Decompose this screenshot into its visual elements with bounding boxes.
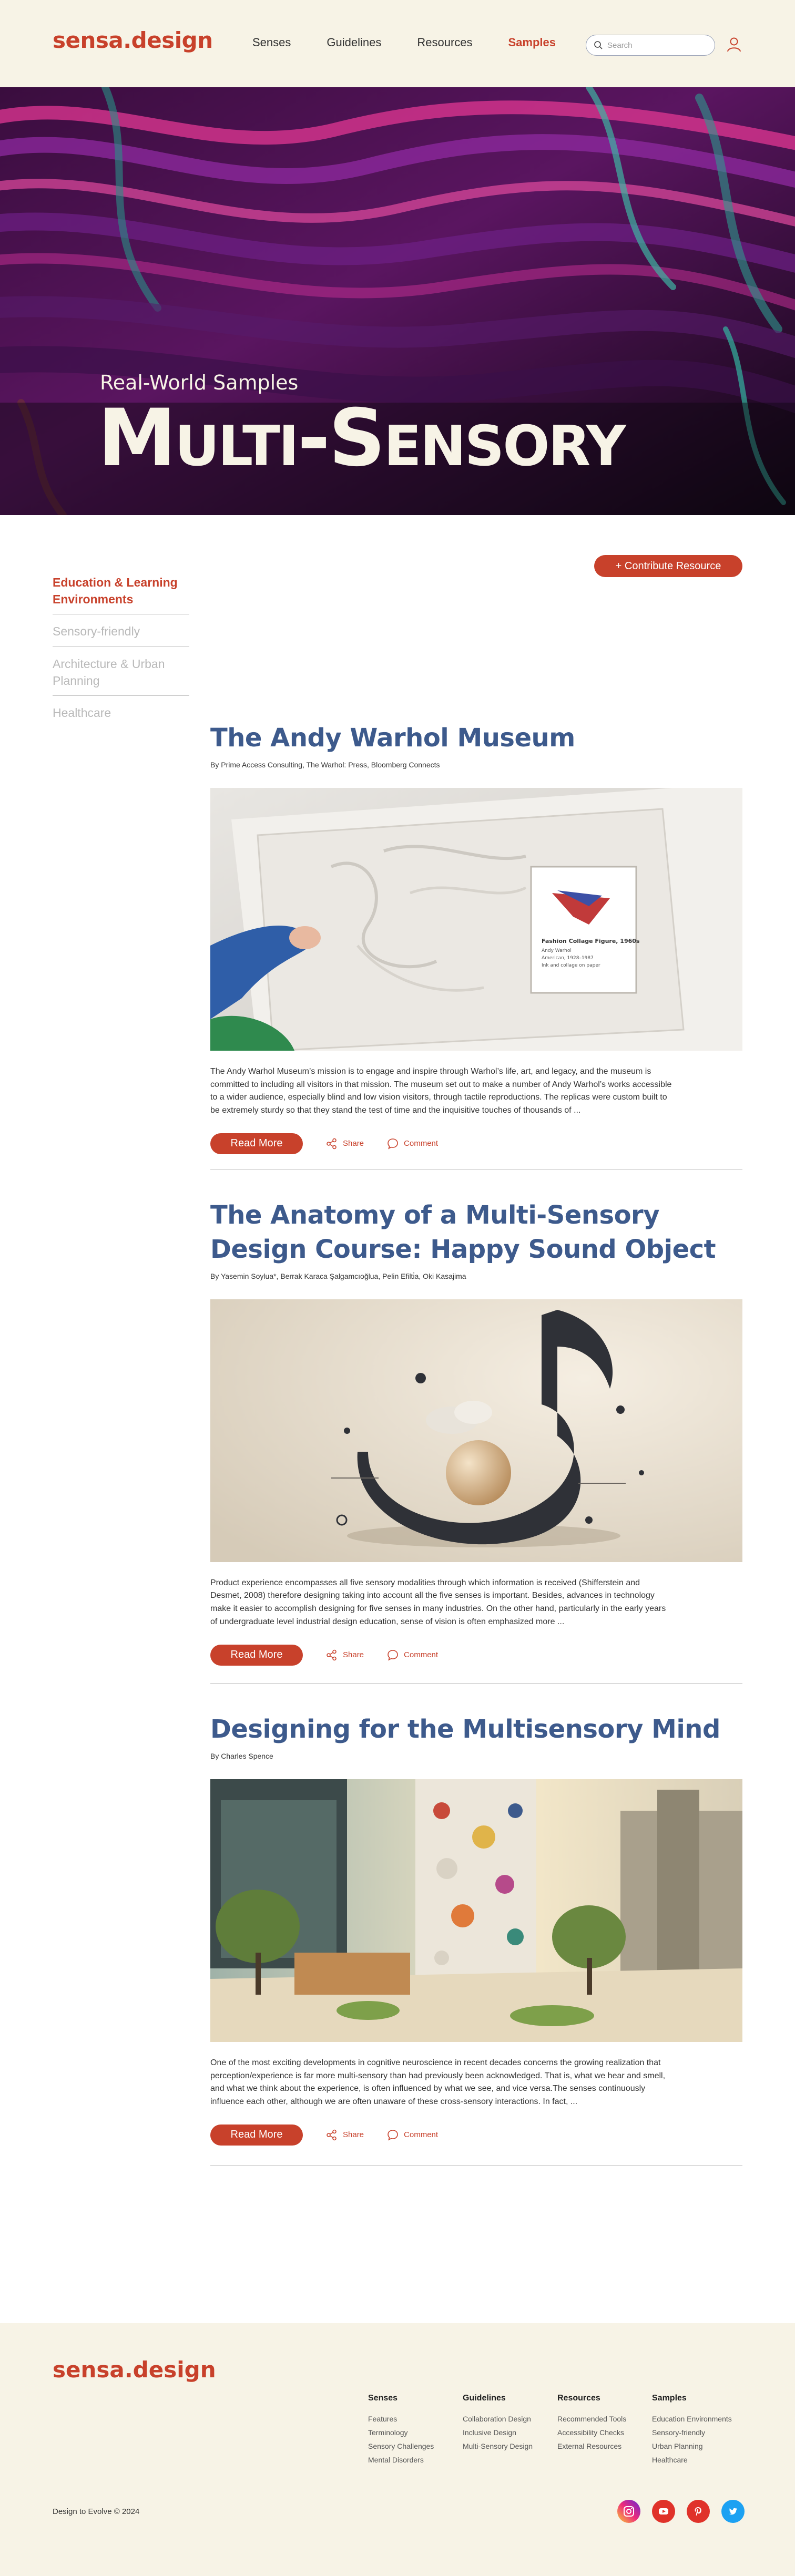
share-button[interactable] (326, 2129, 364, 2141)
nav-samples[interactable]: Samples (508, 36, 556, 49)
article-actions (210, 1645, 742, 1666)
comment-button[interactable] (387, 1138, 438, 1150)
footer-column-title: Senses (368, 2394, 398, 2403)
footer-link[interactable]: Terminology (368, 2428, 408, 2437)
footer-link[interactable]: Sensory Challenges (368, 2442, 434, 2450)
share-button[interactable] (326, 1138, 364, 1150)
comment-button[interactable] (387, 2129, 438, 2141)
comment-label: Comment (404, 1650, 439, 1660)
user-icon[interactable] (727, 37, 741, 53)
article-card (210, 1712, 742, 2146)
footer-link[interactable]: Inclusive Design (463, 2428, 516, 2437)
youtube-icon[interactable] (652, 2500, 675, 2523)
hero-title: Multi-Sensory (98, 393, 625, 484)
footer-link[interactable]: External Resources (557, 2442, 622, 2450)
search-box (586, 35, 715, 56)
read-more-button[interactable]: Read More (210, 1645, 303, 1666)
footer-link[interactable]: Recommended Tools (557, 2415, 627, 2423)
nav-guidelines[interactable]: Guidelines (327, 36, 382, 49)
footer-column-title: Resources (557, 2394, 600, 2403)
search-icon (594, 40, 603, 50)
sidebar-item-healthcare[interactable]: Healthcare (53, 705, 111, 720)
label-card-line: American, 1928–1987 (542, 955, 594, 961)
article-actions (210, 1133, 742, 1154)
article-card (210, 721, 742, 1154)
article-byline: By Charles Spence (210, 1751, 273, 1760)
share-icon (326, 1138, 338, 1150)
social-links (617, 2500, 756, 2523)
footer-link[interactable]: Education Environments (652, 2415, 732, 2423)
article-image[interactable] (210, 788, 742, 1051)
comment-icon (387, 2129, 399, 2141)
footer-logo[interactable]: sensa.design (53, 2357, 216, 2383)
article-title[interactable]: The Anatomy of a Multi-Sensory Design Course: Happy Sound Object (210, 1200, 716, 1264)
hero-subtitle: Real-World Samples (100, 371, 299, 394)
share-label: Share (343, 1139, 364, 1148)
hero-banner (0, 87, 795, 515)
label-card-line: Ink and collage on paper (542, 962, 600, 968)
share-label: Share (343, 2130, 364, 2140)
footer-link[interactable]: Sensory-friendly (652, 2428, 706, 2437)
site-header (0, 0, 795, 87)
search-input[interactable] (607, 41, 707, 50)
sidebar-item-education[interactable]: Education & Learning Environments (53, 574, 189, 614)
twitter-icon[interactable] (721, 2500, 745, 2523)
footer-link[interactable]: Accessibility Checks (557, 2428, 624, 2437)
label-card-heading: Fashion Collage Figure, 1960s (542, 937, 640, 945)
share-button[interactable] (326, 1649, 364, 1661)
contribute-resource-button[interactable]: + Contribute Resource (594, 555, 742, 577)
footer-link[interactable]: Features (368, 2415, 398, 2423)
footer-link[interactable]: Collaboration Design (463, 2415, 531, 2423)
article-byline: By Yasemin Soylua*, Berrak Karaca Şalgamcıoğlua, Pelin Efilti̇a, Oki Kasajima (210, 1271, 466, 1280)
nav-resources[interactable]: Resources (417, 36, 473, 49)
article-byline: By Prime Access Consulting, The Warhol: Press, Bloomberg Connects (210, 760, 440, 769)
comment-icon (387, 1138, 399, 1150)
comment-icon (387, 1649, 399, 1661)
sidebar-item-sensory-friendly[interactable]: Sensory-friendly (53, 623, 189, 646)
footer-column-title: Guidelines (463, 2394, 506, 2403)
footer-column-guidelines (463, 2394, 552, 2456)
instagram-icon[interactable] (617, 2500, 640, 2523)
article-excerpt: One of the most exciting developments in cognitive neuroscience in recent decades concerns the growing realization that perception/experience is far more multi-sensory than had previously been acknowledged. That is, what we hear and smell, and what we think about the experience, is often influenced by what we see, and vice versa.The senses continuously influence each other, although we are often unaware of these cross-sensory interactions. In fact, ... (210, 2058, 666, 2107)
article-card (210, 1198, 742, 1666)
footer-link[interactable]: Multi-Sensory Design (463, 2442, 533, 2450)
nav-senses[interactable]: Senses (252, 36, 291, 49)
category-sidebar (53, 574, 189, 736)
copyright-text: Design to Evolve © 2024 (53, 2507, 140, 2516)
article-image[interactable] (210, 1779, 742, 2042)
article-excerpt: The Andy Warhol Museum’s mission is to engage and inspire through Warhol’s life, art, and legacy, and the museum is committed to including all visitors in that mission. The museum set out to make a number of Andy Warhol’s works accessible to a wider audience, especially blind and low vision visitors, through tactile reproductions. The replicas were custom built to be extremely sturdy so that they stand the test of time and the inquisitive touches of thousands of ... (210, 1066, 672, 1115)
sound-object-illustration (210, 1299, 742, 1562)
sidebar-item-architecture[interactable]: Architecture & Urban Planning (53, 655, 189, 696)
footer-link[interactable]: Urban Planning (652, 2442, 703, 2450)
footer-link[interactable]: Healthcare (652, 2456, 688, 2464)
article-image[interactable] (210, 1299, 742, 1562)
article-actions (210, 2125, 742, 2146)
share-label: Share (343, 1650, 364, 1660)
comment-label: Comment (404, 2130, 439, 2140)
footer-link[interactable]: Mental Disorders (368, 2456, 424, 2464)
share-icon (326, 1649, 338, 1661)
label-card-line: Andy Warhol (542, 948, 572, 953)
footer-column-senses (368, 2394, 457, 2469)
share-icon (326, 2129, 338, 2141)
footer-column-samples (652, 2394, 741, 2469)
footer-column-title: Samples (652, 2394, 687, 2403)
article-title[interactable]: The Andy Warhol Museum (210, 723, 575, 753)
footer-column-resources (557, 2394, 647, 2456)
tactile-artwork-illustration (210, 788, 742, 1051)
comment-label: Comment (404, 1139, 439, 1148)
site-footer (0, 2323, 795, 2576)
article-divider (210, 1683, 742, 1684)
site-logo[interactable]: sensa.design (53, 27, 213, 53)
pinterest-icon[interactable] (687, 2500, 710, 2523)
article-excerpt: Product experience encompasses all five sensory modalities through which information is received (Shifferstein and Desmet, 2008) therefore designing taking into account all the five senses is important. Besides, advances in technology make it easier to accomplish designing for five senses in many industries. On the other hand, particularly in the early years of undergraduate level industrial design education, sense of vision is often emphasized more ... (210, 1578, 666, 1626)
urban-plaza-illustration (210, 1779, 742, 2042)
main-nav (252, 36, 592, 49)
read-more-button[interactable]: Read More (210, 2125, 303, 2146)
comment-button[interactable] (387, 1649, 438, 1661)
article-title[interactable]: Designing for the Multisensory Mind (210, 1715, 720, 1744)
read-more-button[interactable]: Read More (210, 1133, 303, 1154)
